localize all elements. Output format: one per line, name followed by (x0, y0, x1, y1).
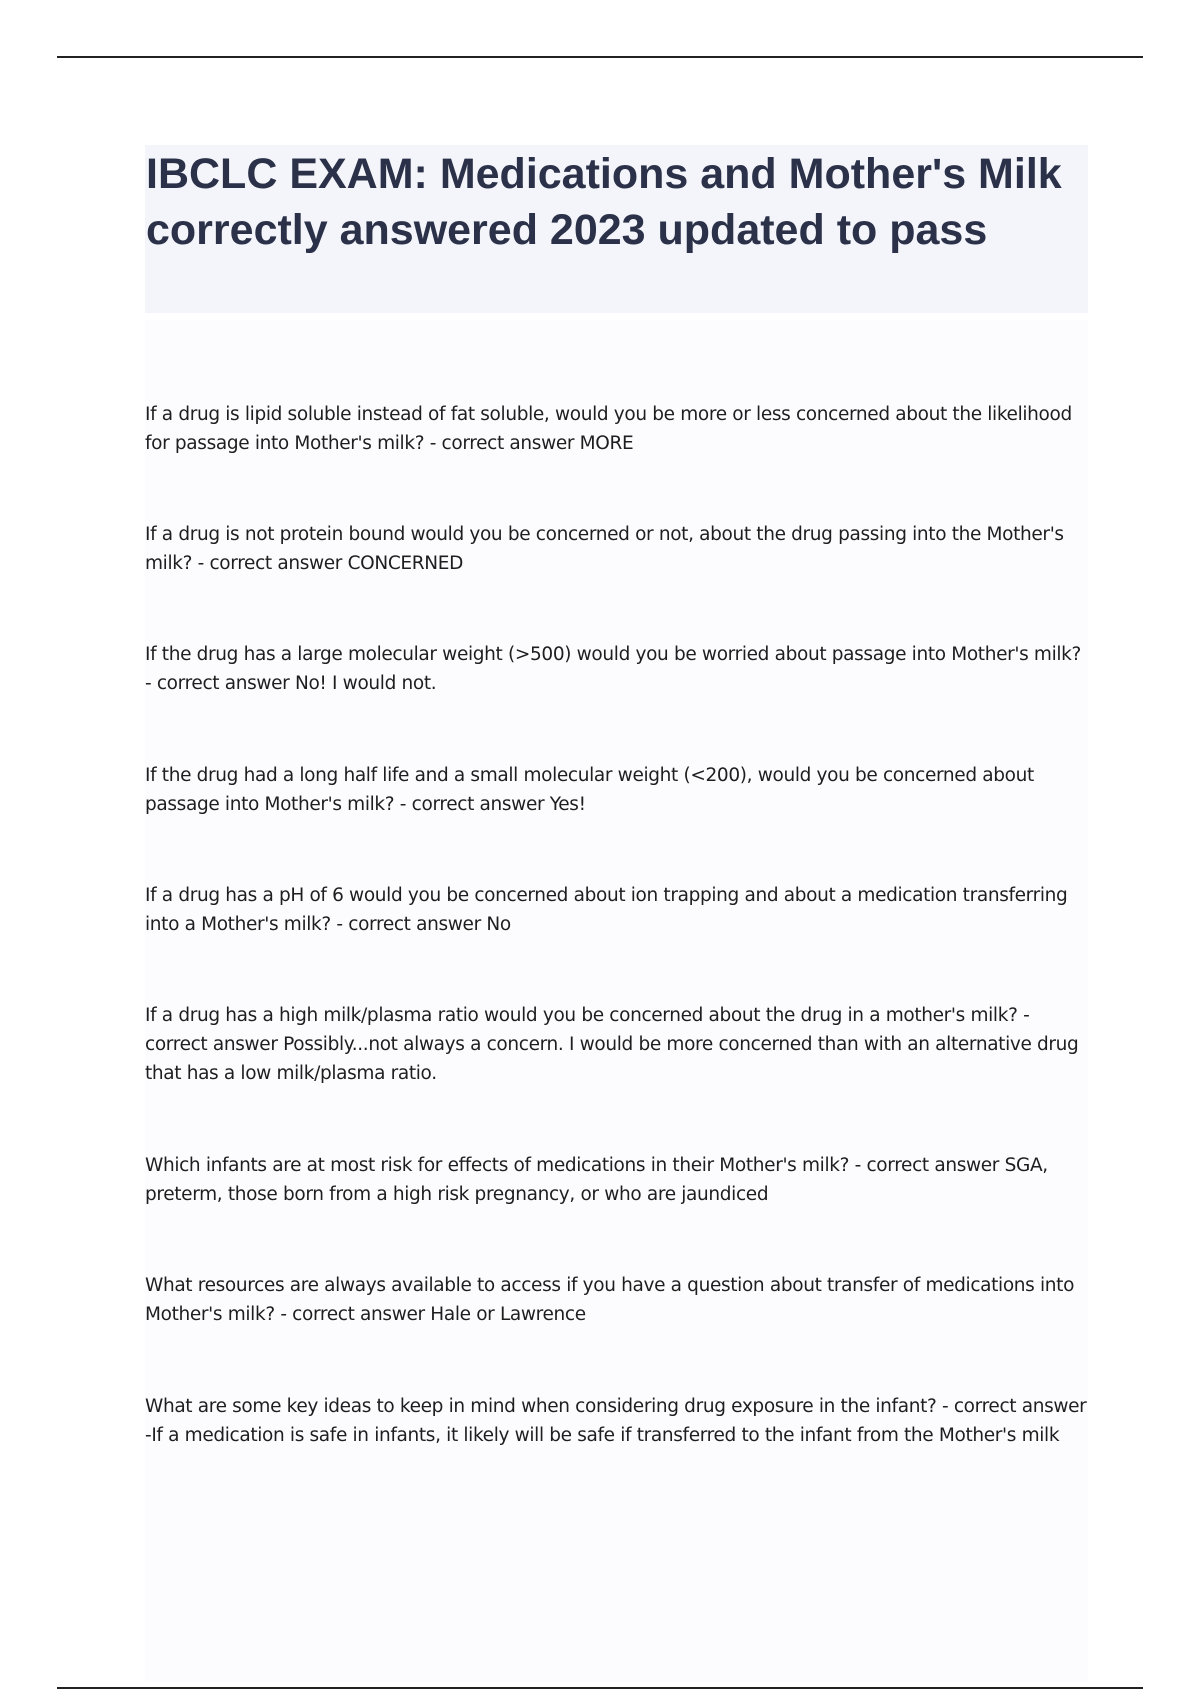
qa-answer: Hale or Lawrence (430, 1304, 586, 1325)
qa-answer: No! I would not. (294, 673, 437, 694)
qa-separator: - correct answer (330, 914, 487, 935)
qa-answer: No (486, 914, 511, 935)
qa-separator: - correct answer (274, 1304, 431, 1325)
qa-item (145, 400, 1090, 458)
qa-separator: - correct answer (424, 433, 580, 454)
qa-answer: MORE (579, 433, 634, 454)
qa-question: If a drug is lipid soluble instead of fat soluble, would you be more or less concerned about the likelihood for passage into Mother's milk? (145, 404, 1072, 454)
qa-separator: - correct answer (192, 553, 348, 574)
qa-answer: SGA, preterm, those born from a high risk pregnancy, or who are jaundiced (145, 1155, 1048, 1205)
qa-question: If a drug has a pH of 6 would you be concerned about ion trapping and about a medication transferring into a Mother's milk? (145, 885, 1068, 935)
qa-item (145, 1151, 1090, 1209)
qa-question: If a drug is not protein bound would you be concerned or not, about the drug passing into the Mother's milk? (145, 524, 1064, 574)
qa-question: If the drug had a long half life and a small molecular weight (<200), would you be concerned about passage into Mother's milk? (145, 765, 1034, 815)
qa-answer: Yes! (549, 794, 586, 815)
qa-separator: - correct answer (849, 1155, 1005, 1176)
qa-item (145, 1001, 1090, 1088)
top-rule (57, 56, 1143, 58)
qa-separator: - correct answer (394, 794, 550, 815)
bottom-rule (57, 1687, 1143, 1689)
qa-question: If the drug has a large molecular weight (>500) would you be worried about passage into Mother's milk? (145, 644, 1082, 665)
qa-item (145, 881, 1090, 939)
qa-item (145, 761, 1090, 819)
qa-item (145, 520, 1090, 578)
qa-question: Which infants are at most risk for effects of medications in their Mother's milk? (145, 1155, 850, 1176)
qa-separator: - correct answer (936, 1396, 1087, 1417)
qa-answer: Possibly...not always a concern. I would be more concerned than with an alternative drug that has a low milk/plasma ratio. (145, 1034, 1079, 1084)
qa-item (145, 1392, 1090, 1450)
document-title: IBCLC EXAM: Medications and Mother's Milk correctly answered 2023 updated to pass (146, 150, 1062, 254)
qa-answer: -If a medication is safe in infants, it likely will be safe if transferred to the infant from the Mother's milk (145, 1425, 1060, 1446)
qa-question: What resources are always available to access if you have a question about transfer of medications into Mother's milk? (145, 1275, 1075, 1325)
qa-separator: - correct answer (145, 673, 295, 694)
qa-question: What are some key ideas to keep in mind when considering drug exposure in the infant? (145, 1396, 937, 1417)
qa-question: If a drug has a high milk/plasma ratio would you be concerned about the drug in a mother's milk? (145, 1005, 1018, 1026)
qa-separator: - correct answer (145, 1005, 1030, 1055)
qa-item (145, 1271, 1090, 1329)
qa-answer: CONCERNED (347, 553, 463, 574)
qa-item (145, 640, 1090, 698)
